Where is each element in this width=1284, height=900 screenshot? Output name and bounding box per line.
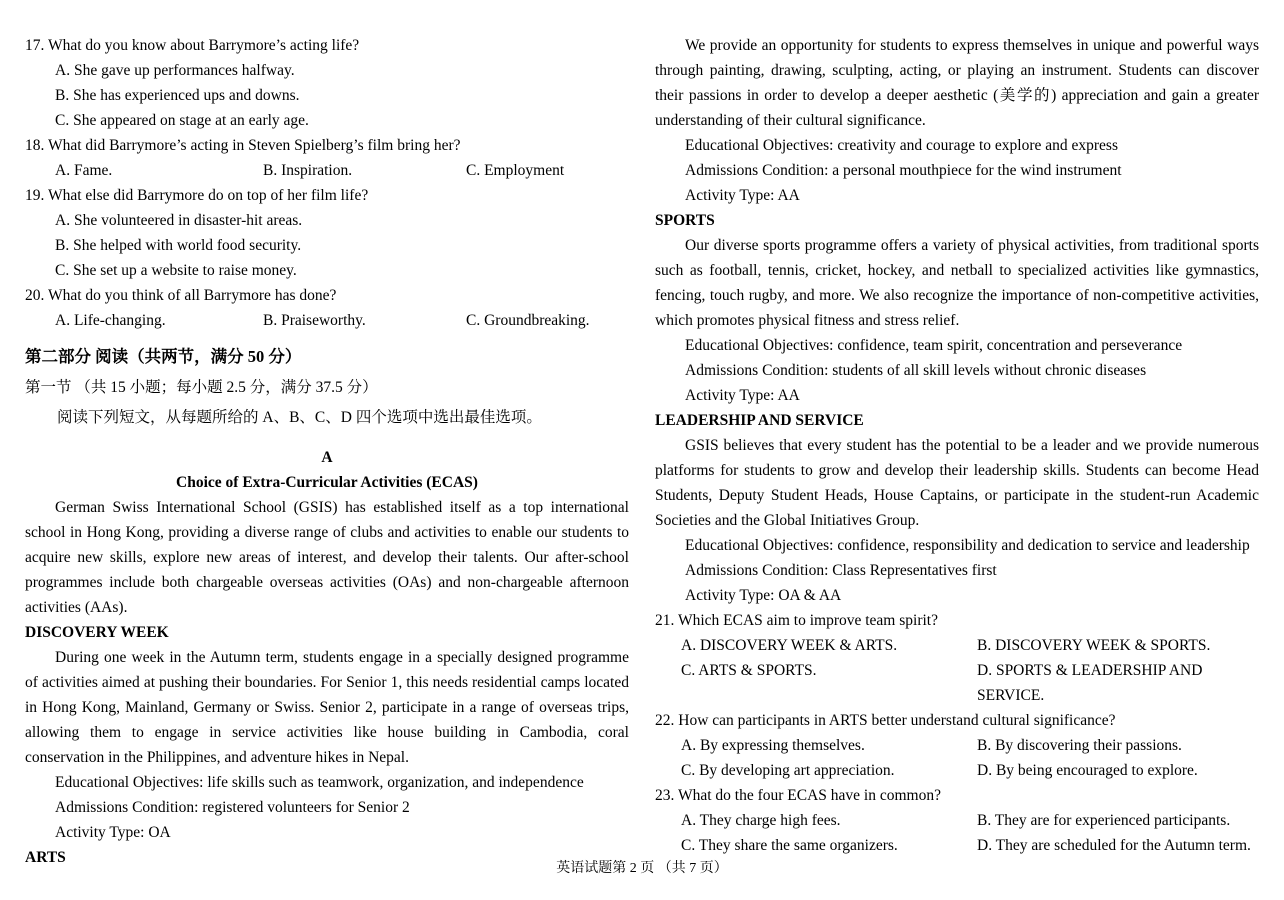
right-column — [655, 33, 1259, 870]
question-23-options-row-1 — [655, 808, 1259, 833]
discovery-week-admissions: Admissions Condition: registered volunteers for Senior 2 — [55, 799, 410, 816]
question-23: 23. What do the four ECAS have in common? — [655, 787, 941, 804]
question-17-option-b: B. She has experienced ups and downs. — [55, 87, 300, 104]
question-22-option-c: C. By developing art appreciation. — [681, 762, 895, 779]
question-21: 21. Which ECAS aim to improve team spirit? — [655, 612, 938, 629]
question-22-options-row-1 — [655, 733, 1259, 758]
leadership-activity-type: Activity Type: OA & AA — [685, 587, 842, 604]
question-21-option-b: B. DISCOVERY WEEK & SPORTS. — [977, 637, 1211, 654]
leadership-admissions: Admissions Condition: Class Representatives first — [685, 562, 997, 579]
question-23-option-c: C. They share the same organizers. — [681, 837, 898, 854]
question-22-option-a: A. By expressing themselves. — [681, 737, 865, 754]
arts-heading: ARTS — [25, 849, 66, 866]
question-18: 18. What did Barrymore’s acting in Steven Spielberg’s film bring her? — [25, 137, 461, 154]
arts-paragraph: We provide an opportunity for students to express themselves in unique and powerful ways through painting, drawing, sculpting, acting, or playing an instrument. Students can discover their passions in order to develop a deeper aesthetic (美学的) appreciation and gain a greater understanding of their cultural significance. — [655, 37, 1259, 129]
sports-admissions: Admissions Condition: students of all skill levels without chronic diseases — [685, 362, 1147, 379]
part2-section1-heading: 第一节 （共 15 小题；每小题 2.5 分，满分 37.5 分） — [25, 379, 378, 396]
leadership-objectives: Educational Objectives: confidence, responsibility and dedication to service and leadership — [685, 537, 1250, 554]
question-20-option-c: C. Groundbreaking. — [466, 312, 590, 329]
question-21-option-c: C. ARTS & SPORTS. — [681, 662, 817, 679]
sports-activity-type: Activity Type: AA — [685, 387, 800, 404]
leadership-paragraph: GSIS believes that every student has the potential to be a leader and we provide numerous platforms for students to grow and develop their leadership skills. Students can become Head Students, Deputy Student Heads, House Captains, or participate in the student-run Academic Societies and the Global Initiatives Group. — [655, 437, 1259, 529]
question-20-option-a: A. Life-changing. — [55, 312, 166, 329]
passage-a-title: Choice of Extra-Curricular Activities (ECAS) — [176, 474, 478, 491]
question-22-options-row-2 — [655, 758, 1259, 783]
part2-instruction: 阅读下列短文，从每题所给的 A、B、C、D 四个选项中选出最佳选项。 — [57, 409, 542, 426]
question-21-option-a: A. DISCOVERY WEEK & ARTS. — [681, 637, 898, 654]
arts-admissions: Admissions Condition: a personal mouthpiece for the wind instrument — [685, 162, 1122, 179]
passage-a-label: A — [321, 449, 333, 466]
question-23-option-d: D. They are scheduled for the Autumn term. — [977, 837, 1251, 854]
discovery-week-objectives: Educational Objectives: life skills such as teamwork, organization, and independence — [55, 774, 584, 791]
question-20-option-b: B. Praiseworthy. — [263, 312, 366, 329]
question-19-option-a: A. She volunteered in disaster-hit areas. — [55, 212, 303, 229]
question-20-options — [25, 308, 629, 333]
discovery-week-activity-type: Activity Type: OA — [55, 824, 171, 841]
page-number-footer: 英语试题第 2 页 （共 7 页） — [556, 861, 728, 876]
question-17: 17. What do you know about Barrymore’s acting life? — [25, 37, 360, 54]
sports-objectives: Educational Objectives: confidence, team spirit, concentration and perseverance — [685, 337, 1183, 354]
question-22: 22. How can participants in ARTS better understand cultural significance? — [655, 712, 1116, 729]
discovery-week-heading: DISCOVERY WEEK — [25, 624, 169, 641]
arts-activity-type: Activity Type: AA — [685, 187, 800, 204]
question-18-option-a: A. Fame. — [55, 162, 113, 179]
question-20: 20. What do you think of all Barrymore has done? — [25, 287, 337, 304]
question-22-option-d: D. By being encouraged to explore. — [977, 762, 1198, 779]
left-column — [25, 33, 629, 870]
question-18-options — [25, 158, 629, 183]
question-23-option-a: A. They charge high fees. — [681, 812, 841, 829]
sports-heading: SPORTS — [655, 212, 715, 229]
question-19-option-b: B. She helped with world food security. — [55, 237, 302, 254]
question-17-option-c: C. She appeared on stage at an early age. — [55, 112, 309, 129]
question-21-options-row-2 — [655, 658, 1259, 708]
leadership-heading: LEADERSHIP AND SERVICE — [655, 412, 864, 429]
question-22-option-b: B. By discovering their passions. — [977, 737, 1182, 754]
question-19-option-c: C. She set up a website to raise money. — [55, 262, 297, 279]
question-21-options-row-1 — [655, 633, 1259, 658]
passage-intro-paragraph: German Swiss International School (GSIS) has established itself as a top international school in Hong Kong, providing a diverse range of clubs and activities to enable our students to acquire new skills, explore new areas of interest, and develop their talents. Our after-school programmes include both chargeable overseas activities (OAs) and non-chargeable afternoon activities (AAs). — [25, 499, 629, 616]
part2-heading: 第二部分 阅读（共两节，满分 50 分） — [25, 347, 302, 366]
discovery-week-paragraph: During one week in the Autumn term, students engage in a specially designed programme of activities aimed at pushing their boundaries. For Senior 1, this needs residential camps located in Hong Kong, Mainland, Germany or Swiss. Senior 2, participate in a range of overseas trips, allowing them to engage in service activities like house building in Cambodia, coral conservation in the Philippines, and adventure hikes in Nepal. — [25, 649, 629, 766]
arts-objectives: Educational Objectives: creativity and courage to explore and express — [685, 137, 1118, 154]
question-17-option-a: A. She gave up performances halfway. — [55, 62, 295, 79]
sports-paragraph: Our diverse sports programme offers a variety of physical activities, from traditional sports such as football, tennis, cricket, hockey, and netball to specialized activities like gymnastics, fencing, touch rugby, and more. We also recognize the importance of non-competitive activities, which promotes physical fitness and stress relief. — [655, 237, 1259, 329]
question-23-option-b: B. They are for experienced participants. — [977, 812, 1231, 829]
question-18-option-b: B. Inspiration. — [263, 162, 353, 179]
question-21-option-d: D. SPORTS & LEADERSHIP AND SERVICE. — [977, 662, 1203, 704]
question-19: 19. What else did Barrymore do on top of her film life? — [25, 187, 369, 204]
question-18-option-c: C. Employment — [466, 162, 565, 179]
question-23-options-row-2 — [655, 833, 1259, 858]
